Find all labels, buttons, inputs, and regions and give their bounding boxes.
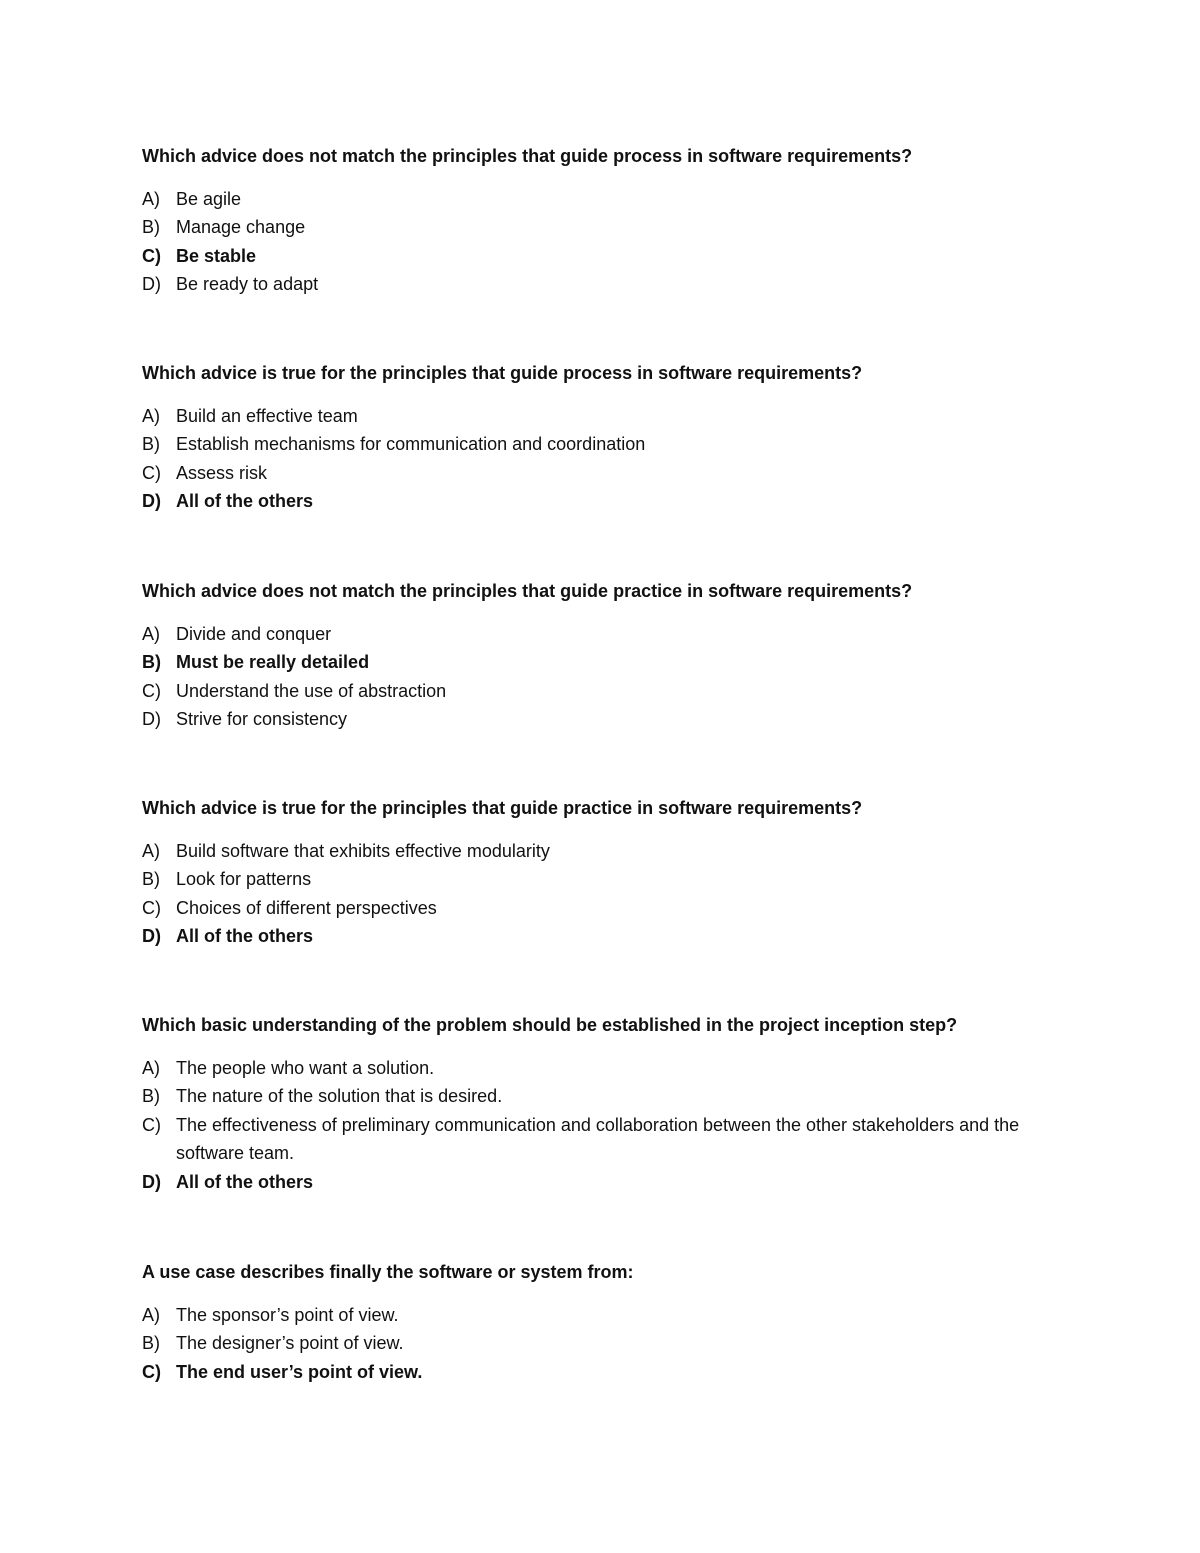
option-c (142, 459, 1082, 487)
option-d (142, 705, 1082, 733)
option-text: Must be really detailed (176, 652, 370, 673)
option-letter: D) (142, 274, 161, 295)
option-text: Be ready to adapt (176, 274, 319, 295)
option-a (142, 837, 1082, 865)
question-text: Which basic understanding of the problem should be established in the project inception step? (142, 1015, 958, 1035)
option-letter: B) (142, 1333, 160, 1354)
option-letter: B) (142, 434, 160, 455)
question-4 (142, 795, 1082, 951)
option-letter: B) (142, 652, 161, 673)
option-b (142, 1329, 1082, 1357)
option-text: Build an effective team (176, 406, 358, 426)
option-d-correct (142, 487, 1082, 515)
option-d (142, 270, 1082, 298)
option-text: Build software that exhibits effective modularity (176, 841, 550, 861)
question-1 (142, 143, 1082, 299)
option-text: Understand the use of abstraction (176, 680, 447, 701)
option-letter: A) (142, 841, 160, 861)
question-2 (142, 360, 1082, 516)
option-text: All of the others (176, 926, 314, 947)
option-c-correct (142, 1358, 1082, 1386)
option-text: Choices of different perspectives (176, 897, 437, 918)
option-text: Be agile (176, 189, 242, 209)
option-a (142, 402, 1082, 430)
question-text: A use case describes finally the software or system from: (142, 1262, 634, 1282)
option-letter: C) (142, 1114, 161, 1135)
option-b (142, 213, 1082, 241)
option-letter: D) (142, 491, 161, 512)
option-c-correct (142, 242, 1082, 270)
option-d-correct (142, 922, 1082, 950)
question-text: Which advice is true for the principles that guide practice in software requirements? (142, 798, 863, 818)
option-text: The designer’s point of view. (176, 1333, 404, 1354)
option-letter: B) (142, 1086, 160, 1107)
option-letter: C) (142, 897, 161, 918)
option-letter: A) (142, 1305, 160, 1325)
question-text: Which advice does not match the principles that guide process in software requirements? (142, 146, 913, 166)
question-5 (142, 1012, 1082, 1196)
option-letter: A) (142, 406, 160, 426)
option-text: Assess risk (176, 462, 268, 483)
option-b (142, 430, 1082, 458)
option-text: Manage change (176, 217, 306, 238)
option-letter: B) (142, 217, 160, 238)
option-text: All of the others (176, 1171, 314, 1192)
option-a (142, 620, 1082, 648)
option-text: The sponsor’s point of view. (176, 1305, 399, 1325)
option-text: Establish mechanisms for communication and coordination (176, 434, 646, 455)
option-d-correct (142, 1168, 1082, 1196)
option-text: All of the others (176, 491, 314, 512)
option-letter: C) (142, 680, 161, 701)
option-text: Be stable (176, 245, 257, 266)
option-b (142, 1082, 1082, 1110)
option-letter: B) (142, 869, 160, 890)
option-letter: D) (142, 1171, 161, 1192)
option-letter: D) (142, 709, 161, 730)
option-text: The people who want a solution. (176, 1058, 435, 1078)
question-6 (142, 1259, 1082, 1386)
option-c (142, 677, 1082, 705)
option-text: The nature of the solution that is desired. (176, 1086, 503, 1107)
option-a (142, 1301, 1082, 1329)
option-c (142, 1111, 1082, 1168)
option-b-correct (142, 648, 1082, 676)
question-text: Which advice does not match the principles that guide practice in software requirements? (142, 581, 913, 601)
option-text: Look for patterns (176, 869, 312, 890)
question-3 (142, 578, 1082, 734)
option-letter: D) (142, 926, 161, 947)
option-text: The end user’s point of view. (176, 1361, 423, 1382)
option-letter: A) (142, 1058, 160, 1078)
option-c (142, 894, 1082, 922)
option-letter: A) (142, 624, 160, 644)
option-letter: C) (142, 245, 161, 266)
option-a (142, 1054, 1082, 1082)
option-letter: C) (142, 462, 161, 483)
option-text: The effectiveness of preliminary communication and collaboration between the other stakeholders and the software team. (176, 1114, 1020, 1164)
option-text: Strive for consistency (176, 709, 348, 730)
question-text: Which advice is true for the principles that guide process in software requirements? (142, 363, 863, 383)
option-a (142, 185, 1082, 213)
option-letter: A) (142, 189, 160, 209)
option-b (142, 865, 1082, 893)
option-text: Divide and conquer (176, 624, 332, 644)
option-letter: C) (142, 1361, 161, 1382)
